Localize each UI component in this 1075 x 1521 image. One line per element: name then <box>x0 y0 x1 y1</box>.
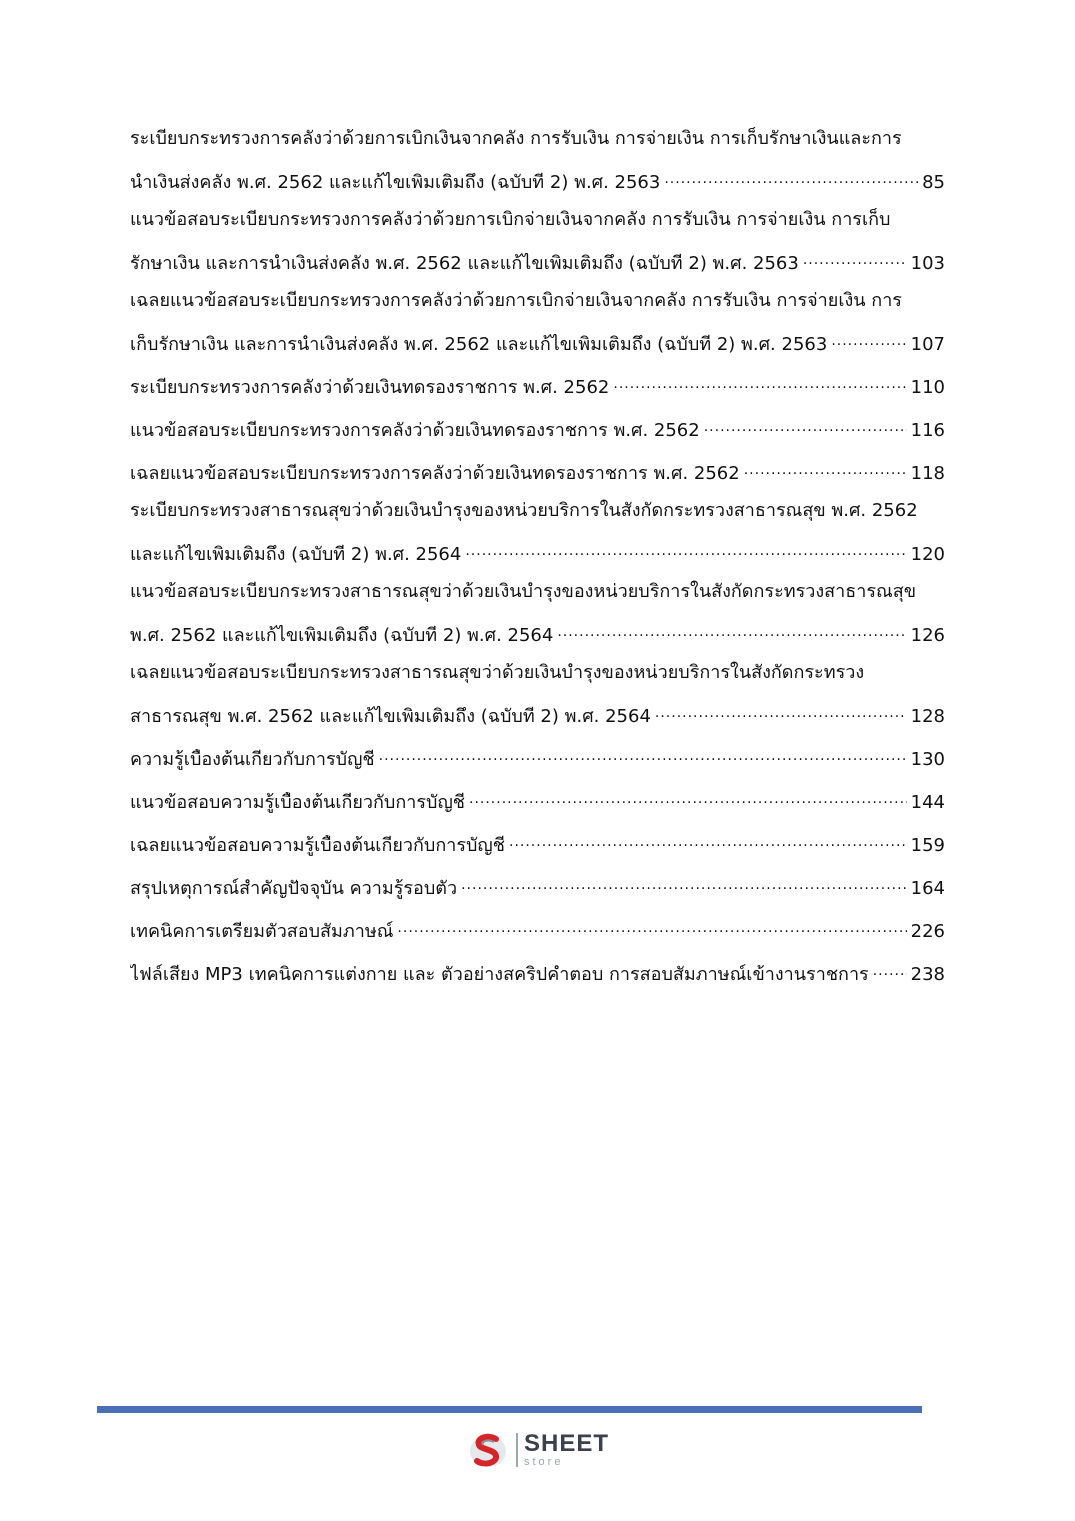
dot-leader <box>873 958 907 980</box>
sheet-store-logo <box>468 1428 609 1472</box>
logo-brand-subtext: store <box>524 1456 564 1468</box>
toc-entry-title-line1: ระเบียบกระทรวงการคลังว่าด้วยการเบิกเงินจากคลัง การรับเงิน การจ่ายเงิน การเก็บรักษาเงินและการ <box>130 128 902 149</box>
dot-leader <box>461 872 907 894</box>
footer-divider-bar <box>97 1406 922 1413</box>
toc-page-number: 126 <box>910 625 945 646</box>
toc-entry-title-line2: นำเงินส่งคลัง พ.ศ. 2562 และแก้ไขเพิ่มเติมถึง (ฉบับที่ 2) พ.ศ. 2563 <box>130 172 661 193</box>
toc-page-number: 164 <box>910 878 945 899</box>
toc-page-number: 144 <box>910 792 945 813</box>
toc-entry-title-line1: แนวข้อสอบระเบียบกระทรวงการคลังว่าด้วยการเบิกจ่ายเงินจากคลัง การรับเงิน การจ่ายเงิน การเก็บ <box>130 209 891 230</box>
dot-leader <box>509 829 907 851</box>
toc-entry[interactable] <box>130 958 945 986</box>
dot-leader <box>613 371 906 393</box>
dot-leader <box>744 457 907 479</box>
dot-leader <box>465 538 906 560</box>
sheet-store-s-logo-icon <box>468 1430 508 1470</box>
toc-entry-title-line1: เฉลยแนวข้อสอบระเบียบกระทรวงสาธารณสุขว่าด้วยเงินบำรุงของหน่วยบริการในสังกัดกระทรวง <box>130 662 865 683</box>
logo-divider <box>516 1433 518 1467</box>
toc-page-number: 118 <box>910 463 945 484</box>
toc-entry[interactable] <box>130 872 945 900</box>
toc-page-number: 226 <box>910 921 945 942</box>
toc-entry-title-line2: เก็บรักษาเงิน และการนำเงินส่งคลัง พ.ศ. 2562 และแก้ไขเพิ่มเติมถึง (ฉบับที่ 2) พ.ศ. 2563 <box>130 334 828 355</box>
toc-entry-title-line1: แนวข้อสอบระเบียบกระทรวงสาธารณสุขว่าด้วยเงินบำรุงของหน่วยบริการในสังกัดกระทรวงสาธารณสุข <box>130 581 917 602</box>
toc-page-number: 159 <box>910 835 945 856</box>
logo-wordmark <box>524 1432 609 1468</box>
toc-entry-title: ไฟล์เสียง MP3 เทคนิคการแต่งกาย และ ตัวอย่างสคริปคำตอบ การสอบสัมภาษณ์เข้างานราชการ <box>130 964 869 985</box>
toc-entry-title: สรุปเหตุการณ์สำคัญปัจจุบัน ความรู้รอบตัว <box>130 878 458 899</box>
toc-page-number: 116 <box>910 420 945 441</box>
toc-entry[interactable] <box>130 128 945 194</box>
toc-entry[interactable] <box>130 457 945 485</box>
toc-entry-title-line1: เฉลยแนวข้อสอบระเบียบกระทรวงการคลังว่าด้วยการเบิกจ่ายเงินจากคลัง การรับเงิน การจ่ายเงิน การ <box>130 290 902 311</box>
toc-entry-title: แนวข้อสอบความรู้เบื้องต้นเกี่ยวกับการบัญชี <box>130 792 465 813</box>
toc-page-number: 120 <box>910 544 945 565</box>
logo-brand-text: SHEET <box>524 1430 610 1457</box>
toc-entry[interactable] <box>130 581 945 647</box>
toc-entry[interactable] <box>130 786 945 814</box>
toc-entry-title-line1: ระเบียบกระทรวงสาธารณสุขว่าด้วยเงินบำรุงของหน่วยบริการในสังกัดกระทรวงสาธารณสุข พ.ศ. 2562 <box>130 500 918 521</box>
toc-page-number: 128 <box>910 706 945 727</box>
toc-entry[interactable] <box>130 829 945 857</box>
toc-page-number: 107 <box>910 334 945 355</box>
dot-leader <box>655 700 907 722</box>
toc-page-number: 85 <box>922 172 945 193</box>
toc-entry[interactable] <box>130 414 945 442</box>
dot-leader <box>397 915 906 937</box>
toc-entry-title: เทคนิคการเตรียมตัวสอบสัมภาษณ์ <box>130 921 394 942</box>
dot-leader <box>379 743 907 765</box>
dot-leader <box>557 619 906 641</box>
toc-entry[interactable] <box>130 209 945 275</box>
dot-leader <box>803 247 907 269</box>
toc-entry-title-line2: รักษาเงิน และการนำเงินส่งคลัง พ.ศ. 2562 และแก้ไขเพิ่มเติมถึง (ฉบับที่ 2) พ.ศ. 2563 <box>130 253 799 274</box>
toc-page-number: 130 <box>910 749 945 770</box>
toc-entry-title: เฉลยแนวข้อสอบความรู้เบื้องต้นเกี่ยวกับการบัญชี <box>130 835 505 856</box>
toc-entry[interactable] <box>130 915 945 943</box>
toc-entry-title: แนวข้อสอบระเบียบกระทรวงการคลังว่าด้วยเงินทดรองราชการ พ.ศ. 2562 <box>130 420 700 441</box>
toc-entry-title-line2: สาธารณสุข พ.ศ. 2562 และแก้ไขเพิ่มเติมถึง (ฉบับที่ 2) พ.ศ. 2564 <box>130 706 651 727</box>
toc-entry-title: เฉลยแนวข้อสอบระเบียบกระทรวงการคลังว่าด้วยเงินทดรองราชการ พ.ศ. 2562 <box>130 463 740 484</box>
toc-entry-title: ระเบียบกระทรวงการคลังว่าด้วยเงินทดรองราชการ พ.ศ. 2562 <box>130 377 610 398</box>
dot-leader <box>664 166 918 188</box>
dot-leader <box>831 328 906 350</box>
toc-entry[interactable] <box>130 290 945 356</box>
dot-leader <box>469 786 907 808</box>
toc-entry[interactable] <box>130 743 945 771</box>
toc-entry-title-line2: และแก้ไขเพิ่มเติมถึง (ฉบับที่ 2) พ.ศ. 2564 <box>130 544 462 565</box>
table-of-contents <box>130 128 945 1001</box>
toc-page-number: 110 <box>910 377 945 398</box>
toc-entry[interactable] <box>130 662 945 728</box>
toc-page-number: 103 <box>910 253 945 274</box>
toc-page-number: 238 <box>910 964 945 985</box>
toc-entry[interactable] <box>130 371 945 399</box>
toc-entry-title: ความรู้เบื้องต้นเกี่ยวกับการบัญชี <box>130 749 375 770</box>
dot-leader <box>704 414 907 436</box>
toc-entry[interactable] <box>130 500 945 566</box>
toc-entry-title-line2: พ.ศ. 2562 และแก้ไขเพิ่มเติมถึง (ฉบับที่ 2) พ.ศ. 2564 <box>130 625 554 646</box>
